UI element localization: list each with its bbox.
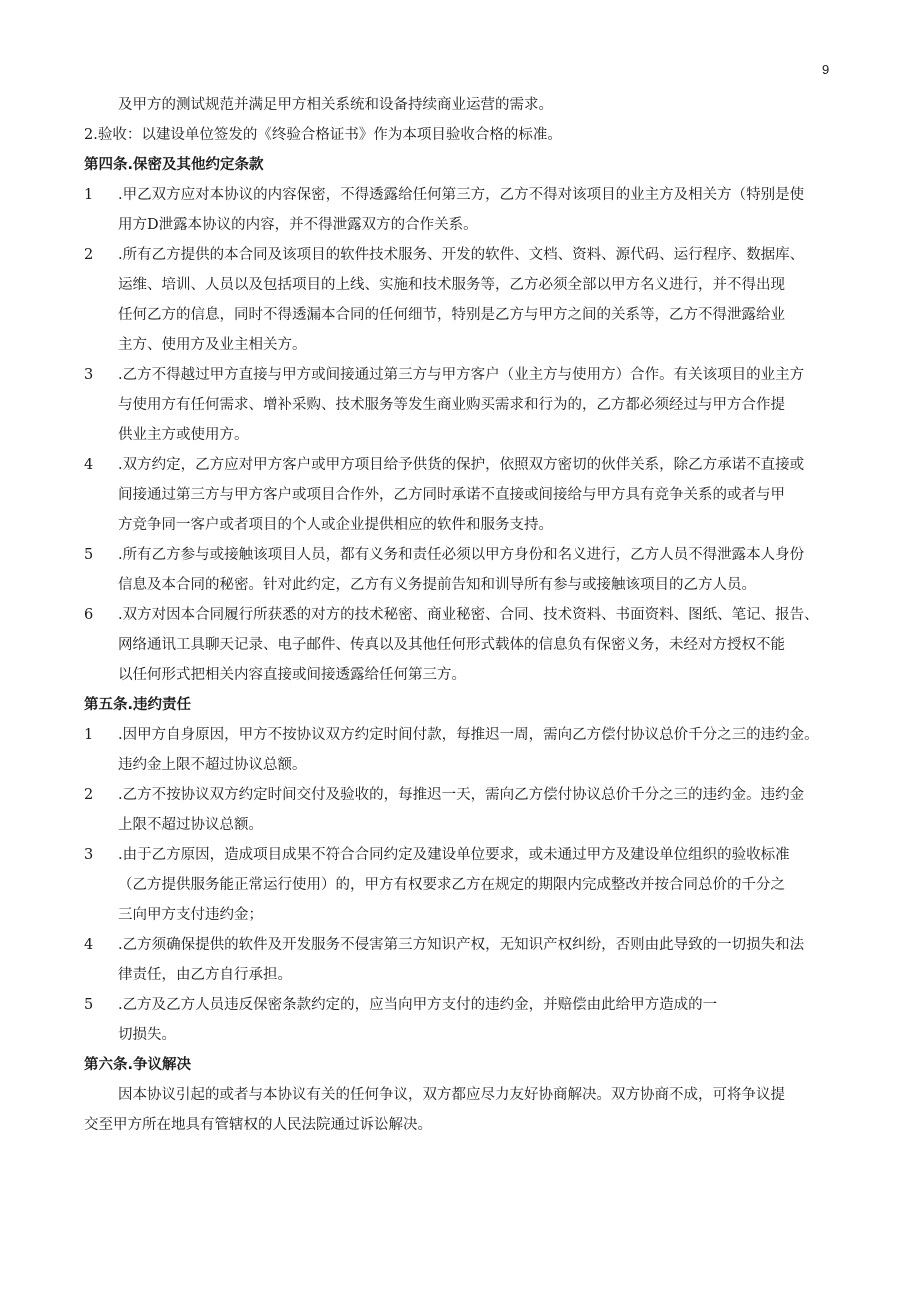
list-item-number: 1 [84, 727, 94, 743]
list-item-first-line [84, 990, 844, 1020]
list-item-first-line [84, 840, 844, 870]
list-item [84, 720, 844, 780]
intro-line-2: 2.验收：以建设单位签发的《终验合格证书》作为本项目验收合格的标准。 [84, 127, 562, 143]
list-item-continuation-line: （乙方提供服务能正常运行使用）的，甲方有权要求乙方在规定的期限内完成整改并按合同总价的千分之 [118, 877, 785, 893]
list-item-text: .所有乙方提供的本合同及该项目的软件技术服务、开发的软件、文档、资料、源代码、运行程序、数据库、 [118, 247, 805, 263]
list-item-number: 5 [84, 547, 94, 563]
document-body [84, 90, 844, 1140]
list-item-number: 1 [84, 187, 94, 203]
list-item-number: 2 [84, 247, 94, 263]
list-item-continuation-line: 用方D泄露本协议的内容，并不得泄露双方的合作关系。 [118, 217, 478, 233]
article-5-title: 第五条.违约责任 [84, 697, 192, 713]
list-item-number: 6 [84, 607, 94, 623]
intro-line-1: 及甲方的测试规范并满足甲方相关系统和设备持续商业运营的需求。 [118, 97, 553, 113]
list-item-text: .双方对因本合同履行所获悉的对方的技术秘密、商业秘密、合同、技术资料、书面资料、图纸、笔记、报告、 [118, 607, 819, 623]
list-item [84, 840, 844, 930]
list-item-continuation-line: 信息及本合同的秘密。针对此约定，乙方有义务提前告知和训导所有参与或接触该项目的乙方人员。 [118, 577, 756, 593]
list-item-text: .因甲方自身原因，甲方不按协议双方约定时间付款，每推迟一周，需向乙方偿付协议总价千分之三的违约金。 [118, 727, 819, 743]
list-item-continuation-line: 与使用方有任何需求、增补采购、技术服务等发生商业购买需求和行为的，乙方都必须经过与甲方合作提 [118, 397, 785, 413]
article-5-items [84, 720, 844, 1050]
list-item-number: 3 [84, 367, 94, 383]
list-item-text: .乙方及乙方人员违反保密条款约定的，应当向甲方支付的违约金，并赔偿由此给甲方造成的一 [118, 997, 718, 1013]
list-item-text: .甲乙双方应对本协议的内容保密，不得透露给任何第三方，乙方不得对该项目的业主方及相关方（特别是使 [118, 187, 805, 203]
list-item-continuation-line: 违约金上限不超过协议总额。 [118, 757, 307, 773]
list-item-text: .双方约定，乙方应对甲方客户或甲方项目给予供货的保护，依照双方密切的伙伴关系，除乙方承诺不直接或 [118, 457, 805, 473]
list-item-continuation-line: 间接通过第三方与甲方客户或项目合作外，乙方同时承诺不直接或间接给与甲方具有竞争关系的或者与甲 [118, 487, 785, 503]
list-item-continuation-line: 运维、培训、人员以及包括项目的上线、实施和技术服务等，乙方必须全部以甲方名义进行，并不得出现 [118, 277, 785, 293]
list-item-first-line [84, 180, 844, 210]
list-item [84, 360, 844, 450]
list-item-text: .所有乙方参与或接触该项目人员，都有义务和责任必须以甲方身份和名义进行，乙方人员不得泄露本人身份 [118, 547, 805, 563]
list-item [84, 600, 844, 690]
list-item-first-line [84, 240, 844, 270]
list-item-first-line [84, 930, 844, 960]
list-item-continuation-line: 网络通讯工具聊天记录、电子邮件、传真以及其他任何形式载体的信息负有保密义务，未经对方授权不能 [118, 637, 785, 653]
page-number: 9 [822, 62, 830, 77]
list-item-continuation-line: 三向甲方支付违约金； [118, 907, 263, 923]
list-item-first-line [84, 780, 844, 810]
list-item-continuation-line: 主方、使用方及业主相关方。 [118, 337, 307, 353]
list-item-first-line [84, 540, 844, 570]
list-item-number: 2 [84, 787, 94, 803]
list-item-first-line [84, 600, 844, 630]
article-6-line-2: 交至甲方所在地具有管辖权的人民法院通过诉讼解决。 [84, 1117, 432, 1133]
list-item-first-line [84, 450, 844, 480]
list-item-text: .乙方不按协议双方约定时间交付及验收的，每推迟一天，需向乙方偿付协议总价千分之三的违约金。违约金 [118, 787, 805, 803]
list-item-number: 4 [84, 937, 94, 953]
article-6-line-1: 因本协议引起的或者与本协议有关的任何争议，双方都应尽力友好协商解决。双方协商不成，可将争议提 [118, 1087, 785, 1103]
list-item [84, 780, 844, 840]
list-item-first-line [84, 720, 844, 750]
list-item [84, 240, 844, 360]
article-6-title: 第六条.争议解决 [84, 1057, 192, 1073]
list-item [84, 540, 844, 600]
article-4-title: 第四条.保密及其他约定条款 [84, 157, 264, 173]
list-item [84, 990, 844, 1050]
list-item-number: 5 [84, 997, 94, 1013]
list-item-continuation-line: 律责任，由乙方自行承担。 [118, 967, 292, 983]
list-item-number: 4 [84, 457, 94, 473]
list-item-text: .乙方须确保提供的软件及开发服务不侵害第三方知识产权，无知识产权纠纷，否则由此导致的一切损失和法 [118, 937, 805, 953]
list-item-first-line [84, 360, 844, 390]
list-item-continuation-line: 上限不超过协议总额。 [118, 817, 263, 833]
list-item-continuation-line: 以任何形式把相关内容直接或间接透露给任何第三方。 [118, 667, 466, 683]
list-item [84, 930, 844, 990]
list-item-continuation-line: 任何乙方的信息，同时不得透漏本合同的任何细节，特别是乙方与甲方之间的关系等，乙方不得泄露给业 [118, 307, 785, 323]
list-item-text: .乙方不得越过甲方直接与甲方或间接通过第三方与甲方客户（业主方与使用方）合作。有关该项目的业主方 [118, 367, 805, 383]
list-item-number: 3 [84, 847, 94, 863]
list-item [84, 180, 844, 240]
list-item-continuation-line: 方竞争同一客户或者项目的个人或企业提供相应的软件和服务支持。 [118, 517, 553, 533]
list-item-continuation-line: 切损失。 [118, 1027, 176, 1043]
list-item-continuation-line: 供业主方或使用方。 [118, 427, 249, 443]
article-4-items [84, 180, 844, 690]
list-item-text: .由于乙方原因，造成项目成果不符合合同约定及建设单位要求，或未通过甲方及建设单位组织的验收标准 [118, 847, 790, 863]
list-item [84, 450, 844, 540]
